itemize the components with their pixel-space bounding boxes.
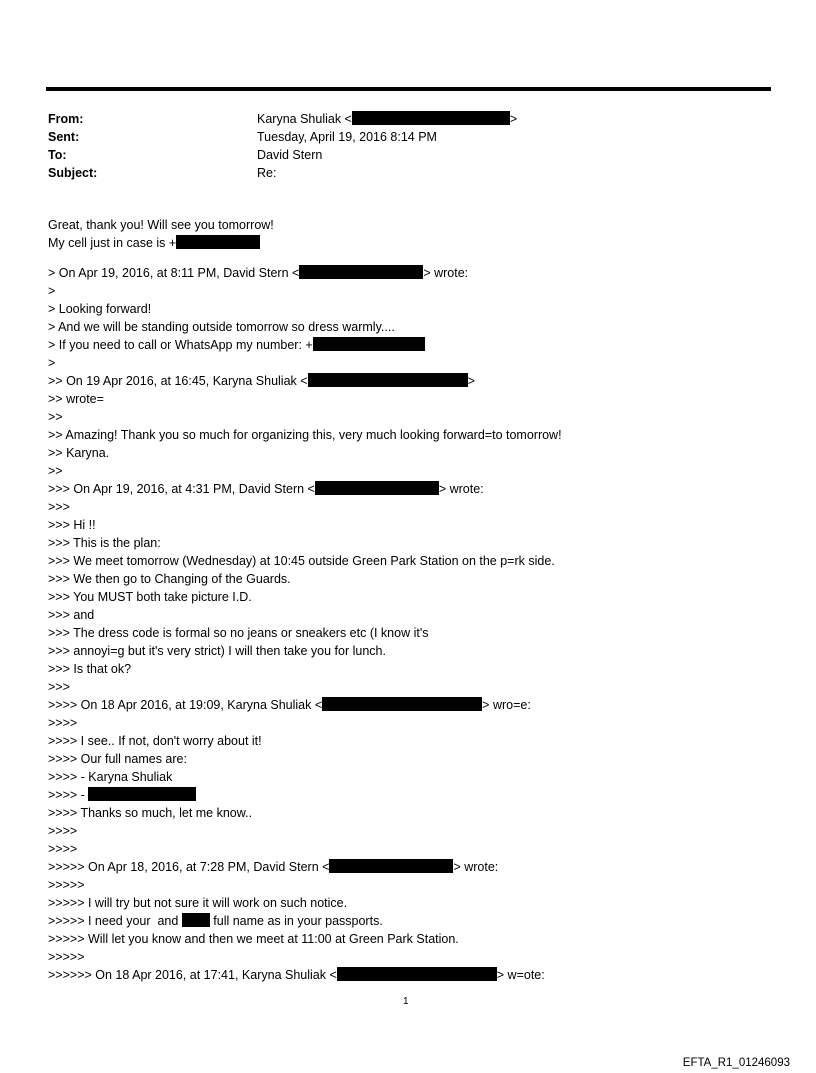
- quote-line: >>>>: [48, 824, 78, 838]
- body-line: Great, thank you! Will see you tomorrow!: [48, 218, 274, 232]
- quote-line: >>>>>> On 18 Apr 2016, at 17:41, Karyna Shuliak < > w=ote:: [48, 968, 545, 982]
- quote-line: >>: [48, 410, 63, 424]
- header-rule: [46, 87, 771, 91]
- from-name: Karyna Shuliak <: [257, 112, 352, 126]
- redaction-block: [182, 913, 210, 927]
- page-number: 1: [403, 996, 409, 1007]
- quote-line: > On Apr 19, 2016, at 8:11 PM, David Stern < > wrote:: [48, 266, 469, 280]
- subject-label: Subject:: [48, 166, 98, 180]
- quote-line: >>> Is that ok?: [48, 662, 132, 676]
- quote-line: >>> annoyi=g but it's very strict) I will then take you for lunch.: [48, 644, 386, 658]
- quote-line: >>> On Apr 19, 2016, at 4:31 PM, David Stern < > wrote:: [48, 482, 484, 496]
- document-id: EFTA_R1_01246093: [682, 1057, 790, 1069]
- email-body: [48, 216, 768, 984]
- redaction-block: [176, 235, 260, 249]
- redaction-block: [352, 111, 510, 125]
- subject-value: Re:: [257, 166, 277, 180]
- redaction-block: [299, 265, 423, 279]
- quote-line: >>: [48, 464, 63, 478]
- quote-line: >>>> On 18 Apr 2016, at 19:09, Karyna Shuliak < > wro=e:: [48, 698, 531, 712]
- from-label: From:: [48, 112, 84, 126]
- to-value: David Stern: [257, 148, 323, 162]
- sent-value: Tuesday, April 19, 2016 8:14 PM: [257, 130, 437, 144]
- quote-line: >>>: [48, 680, 70, 694]
- quote-line: > Looking forward!: [48, 302, 152, 316]
- redaction-block: [88, 787, 196, 801]
- quote-line: >: [48, 284, 56, 298]
- quote-line: >>>>> I will try but not sure it will work on such notice.: [48, 896, 348, 910]
- quote-line: >>>> Thanks so much, let me know..: [48, 806, 253, 820]
- to-label: To:: [48, 148, 67, 162]
- quote-line: >>>>> On Apr 18, 2016, at 7:28 PM, David Stern < > wrote:: [48, 860, 499, 874]
- quote-line: >>> We meet tomorrow (Wednesday) at 10:45 outside Green Park Station on the p=rk side.: [48, 554, 555, 568]
- redaction-block: [315, 481, 439, 495]
- from-end: >: [509, 112, 518, 126]
- quote-line: >>>: [48, 500, 70, 514]
- redaction-block: [322, 697, 482, 711]
- quote-line: > And we will be standing outside tomorrow so dress warmly....: [48, 320, 395, 334]
- quote-line: >>> We then go to Changing of the Guards.: [48, 572, 291, 586]
- sent-label: Sent:: [48, 130, 80, 144]
- quote-line: >>>> I see.. If not, don't worry about it!: [48, 734, 262, 748]
- body-line: My cell just in case is +: [48, 234, 768, 252]
- redaction-block: [329, 859, 453, 873]
- quote-line: >> Amazing! Thank you so much for organizing this, very much looking forward=to tomorrow!: [48, 428, 562, 442]
- quote-line: >>>>> I need your and full name as in your passports.: [48, 914, 383, 928]
- quote-line: >>>> Our full names are:: [48, 752, 187, 766]
- quote-line: > If you need to call or WhatsApp my number: +: [48, 336, 768, 354]
- quote-line: >>> Hi !!: [48, 518, 96, 532]
- quote-line: >>>> -: [48, 786, 768, 804]
- quote-line: >>>>>: [48, 950, 85, 964]
- redaction-block: [308, 373, 468, 387]
- quote-line: >>>> - Karyna Shuliak: [48, 770, 173, 784]
- quote-line: >> Karyna.: [48, 446, 110, 460]
- quote-line: >> wrote=: [48, 392, 104, 406]
- quote-line: >: [48, 356, 56, 370]
- quote-line: >>> and: [48, 608, 95, 622]
- quote-line: >>>>: [48, 842, 78, 856]
- quote-line: >> On 19 Apr 2016, at 16:45, Karyna Shuliak < >: [48, 374, 475, 388]
- quote-line: >>>>: [48, 716, 78, 730]
- quote-line: >>> The dress code is formal so no jeans or sneakers etc (I know it's: [48, 626, 429, 640]
- quote-line: >>>>>: [48, 878, 85, 892]
- redaction-block: [313, 337, 425, 351]
- quote-line: >>> You MUST both take picture I.D.: [48, 590, 252, 604]
- quote-line: >>>>> Will let you know and then we meet at 11:00 at Green Park Station.: [48, 932, 459, 946]
- quote-line: >>> This is the plan:: [48, 536, 161, 550]
- redaction-block: [337, 967, 497, 981]
